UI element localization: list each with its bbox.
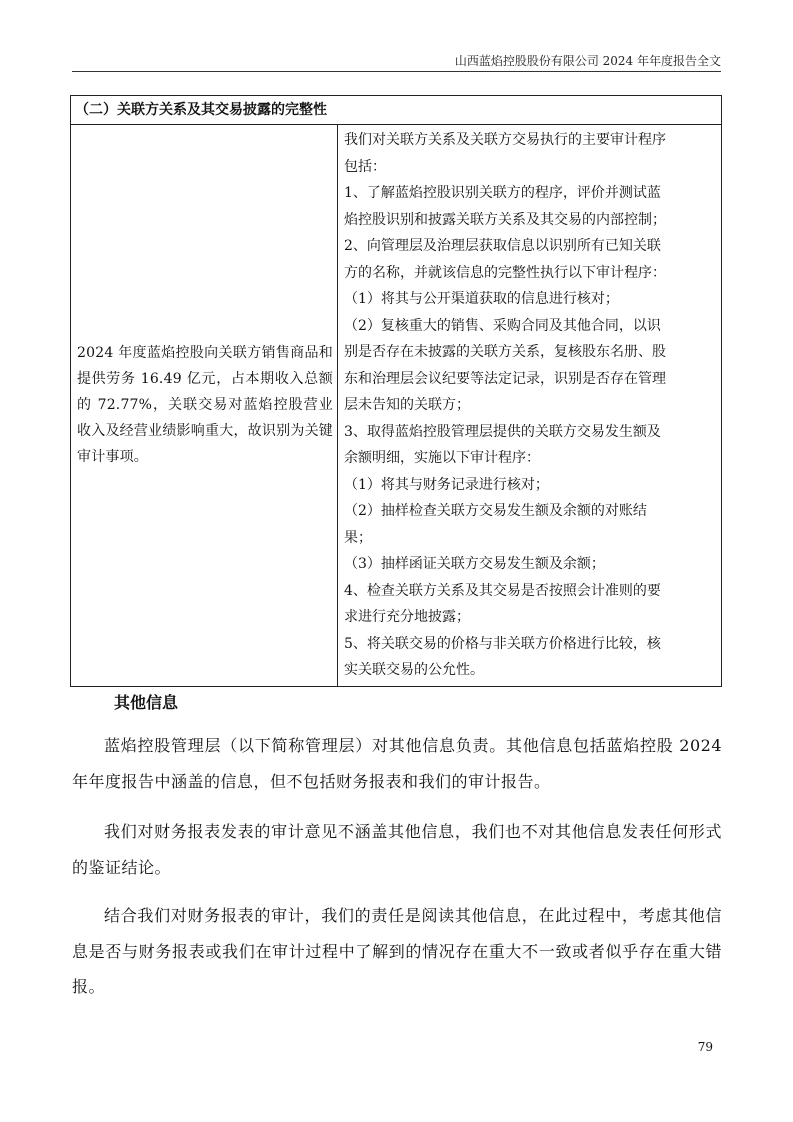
table-body [71, 125, 721, 686]
header-divider [72, 71, 721, 72]
page-number: 79 [697, 1040, 713, 1054]
table-title: （二）关联方关系及其交易披露的完整性 [71, 96, 721, 125]
procedure-line: 层未告知的关联方； [344, 397, 470, 413]
procedure-line: 2、向管理层及治理层获取信息以识别所有已知关联 [344, 238, 661, 254]
audit-procedures-cell [338, 125, 721, 686]
procedure-line: （2）抽样检查关联方交易发生额及余额的对账结 [344, 503, 647, 519]
procedure-line: 5、将关联交易的价格与非关联方价格进行比较，核 [344, 635, 661, 652]
other-info-paragraph: 结合我们对财务报表的审计，我们的责任是阅读其他信息，在此过程中，考虑其他信息是否与财务报表或我们在审计过程中了解到的情况存在重大不一致或者似乎存在重大错报。 [72, 906, 722, 996]
procedure-line: （2）复核重大的销售、采购合同及其他合同，以识 [344, 317, 661, 334]
procedure-line: 4、检查关联方关系及其交易是否按照会计准则的要 [344, 582, 661, 599]
page-header-title: 山西蓝焰控股股份有限公司 2024 年年度报告全文 [454, 54, 721, 68]
procedure-line: 包括： [344, 158, 386, 175]
procedure-line: 实关联交易的公允性。 [344, 662, 484, 678]
procedure-line: 焰控股识别和披露关联方关系及其交易的内部控制； [344, 211, 666, 228]
procedure-line: 东和治理层会议纪要等法定记录，识别是否存在管理 [344, 370, 666, 387]
procedure-line: 求进行充分地披露； [344, 609, 470, 625]
other-info-paragraph: 蓝焰控股管理层（以下简称管理层）对其他信息负责。其他信息包括蓝焰控股 2024 年年度报告中涵盖的信息，但不包括财务报表和我们的审计报告。 [72, 736, 722, 791]
procedure-line: （1）将其与公开渠道获取的信息进行核对； [344, 291, 619, 307]
procedure-line: 余额明细，实施以下审计程序： [344, 450, 540, 466]
section-title-other-info: 其他信息 [114, 693, 179, 712]
key-audit-matter-cell [71, 125, 338, 686]
procedure-line: （1）将其与财务记录进行核对； [344, 476, 549, 493]
procedure-line: 我们对关联方关系及关联方交易执行的主要审计程序 [344, 132, 666, 148]
procedure-line: 3、取得蓝焰控股管理层提供的关联方交易发生额及 [344, 423, 661, 440]
key-audit-matter-text: 2024 年度蓝焰控股向关联方销售商品和提供劳务 16.49 亿元，占本期收入总额的 72.77%，关联交易对蓝焰控股营业收入及经营业绩影响重大，故识别为关键审计事项。 [77, 345, 333, 466]
procedure-line: 果； [344, 529, 372, 546]
audit-matter-table [70, 95, 722, 687]
other-info-paragraph: 我们对财务报表发表的审计意见不涵盖其他信息，我们也不对其他信息发表任何形式的鉴证结论。 [72, 822, 722, 877]
procedure-line: 方的名称，并就该信息的完整性执行以下审计程序： [344, 264, 666, 281]
procedure-line: （3）抽样函证关联方交易发生额及余额； [344, 556, 605, 572]
procedure-line: 1、了解蓝焰控股识别关联方的程序，评价并测试蓝 [344, 185, 661, 201]
procedure-line: 别是否存在未披露的关联方关系，复核股东名册、股 [344, 344, 666, 360]
